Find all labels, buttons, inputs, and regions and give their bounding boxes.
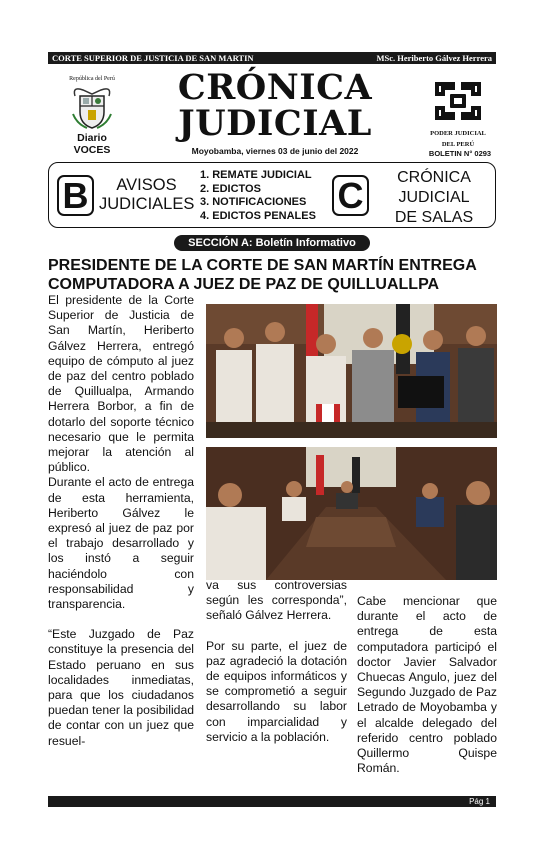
paragraph: Cabe mencionar que durante el acto de entrega de esta computadora participó el doctor Javier Salvador Chuecas Angulo, juez del Segundo Juzgado de Paz Letrado de Moyobamba y el alcalde delegado del referido centro poblado Quillermo Quispe Román.	[357, 594, 497, 776]
article-column-1	[48, 293, 194, 764]
section-b-letter: B	[57, 175, 94, 216]
section-c-letter: C	[332, 175, 369, 216]
pj-line-2: DEL PERÚ	[441, 140, 475, 148]
paragraph: El presidente de la Corte Superior de Justicia de San Martín, Heriberto Gálvez Herrera, entregó equipo de cómputo al juez de paz del centro poblado de Quillualpa, Armando Herrera Borbor, a fin de dotarlo del soporte técnico necesario que le permita mejorar la atención al público.	[48, 293, 194, 475]
masthead-title	[172, 67, 378, 144]
top-bar	[48, 52, 496, 64]
section-label: SECCIÓN A: Boletín Informativo	[174, 235, 370, 251]
paragraph: Durante el acto de entrega de esta herramienta, Heriberto Gálvez le expresó al juez de paz por el trabajo desarrollado y los instó a seguir haciéndolo con responsabilidad y transparencia.	[48, 475, 194, 612]
photo-meeting-table	[206, 447, 497, 580]
seal-arc-text: República del Perú	[69, 76, 115, 82]
article-column-2	[206, 578, 347, 760]
avisos-line-1: AVISOS	[116, 176, 177, 194]
article-headline: PRESIDENTE DE LA CORTE DE SAN MARTÍN ENTREGA COMPUTADORA A JUEZ DE PAZ DE QUILLUALLPA	[48, 257, 477, 293]
diario-voces-logo	[58, 76, 126, 156]
avisos-list-item: 3. NOTIFICACIONES	[200, 196, 307, 208]
diario-voces-brand	[58, 132, 126, 156]
brand-bold: VOCES	[73, 144, 111, 156]
poder-judicial-logo	[422, 80, 494, 148]
salas-line-3: DE SALAS	[394, 209, 474, 226]
paragraph: Por su parte, el juez de paz agradeció la dotación de equipos informáticos y se comprometió a seguir desarrollando su labor con imparcialidad y servicio a la población.	[206, 638, 347, 744]
masthead-line-1: CRÓNICA	[177, 67, 373, 108]
salas-line-2: JUDICIAL	[398, 189, 470, 206]
poder-judicial-icon	[433, 80, 483, 122]
avisos-list-item: 4. EDICTOS PENALES	[200, 209, 316, 222]
sections-box	[48, 162, 496, 228]
avisos-list-item: 1. REMATE JUDICIAL	[200, 169, 312, 181]
president-name: MSc. Heriberto Gálvez Herrera	[376, 53, 492, 63]
salas-line-1: CRÓNICA	[397, 169, 471, 186]
peru-coat-of-arms-icon	[69, 84, 115, 130]
photo-group-standing	[206, 304, 497, 438]
court-name: CORTE SUPERIOR DE JUSTICIA DE SAN MARTIN	[52, 53, 254, 63]
brand-prefix: Diario	[77, 132, 107, 144]
footer-bar	[48, 796, 496, 807]
avisos-list-item: 2. EDICTOS	[200, 182, 261, 195]
page-number: Pág 1	[469, 797, 490, 806]
article-column-3	[357, 594, 497, 791]
avisos-judiciales-title	[99, 176, 194, 214]
pj-line-1: PODER JUDICIAL	[430, 130, 486, 137]
avisos-line-2: JUDICIALES	[99, 195, 195, 213]
bulletin-number: BOLETIN N° 0293	[428, 149, 492, 158]
paragraph: “Este Juzgado de Paz constituye la presencia del Estado peruano en sus localidades inmediatas, para que los ciudadanos puedan tener la posibilidad de contar con un juez que resuel-	[48, 627, 194, 748]
cronica-salas-title	[375, 168, 493, 228]
dateline: Moyobamba, viernes 03 de junio del 2022	[191, 146, 359, 156]
avisos-list	[200, 169, 316, 223]
paragraph: va sus controversias según les corresponda”, señaló Gálvez Herrera.	[206, 578, 347, 623]
masthead-line-2: JUDICIAL	[178, 103, 372, 144]
